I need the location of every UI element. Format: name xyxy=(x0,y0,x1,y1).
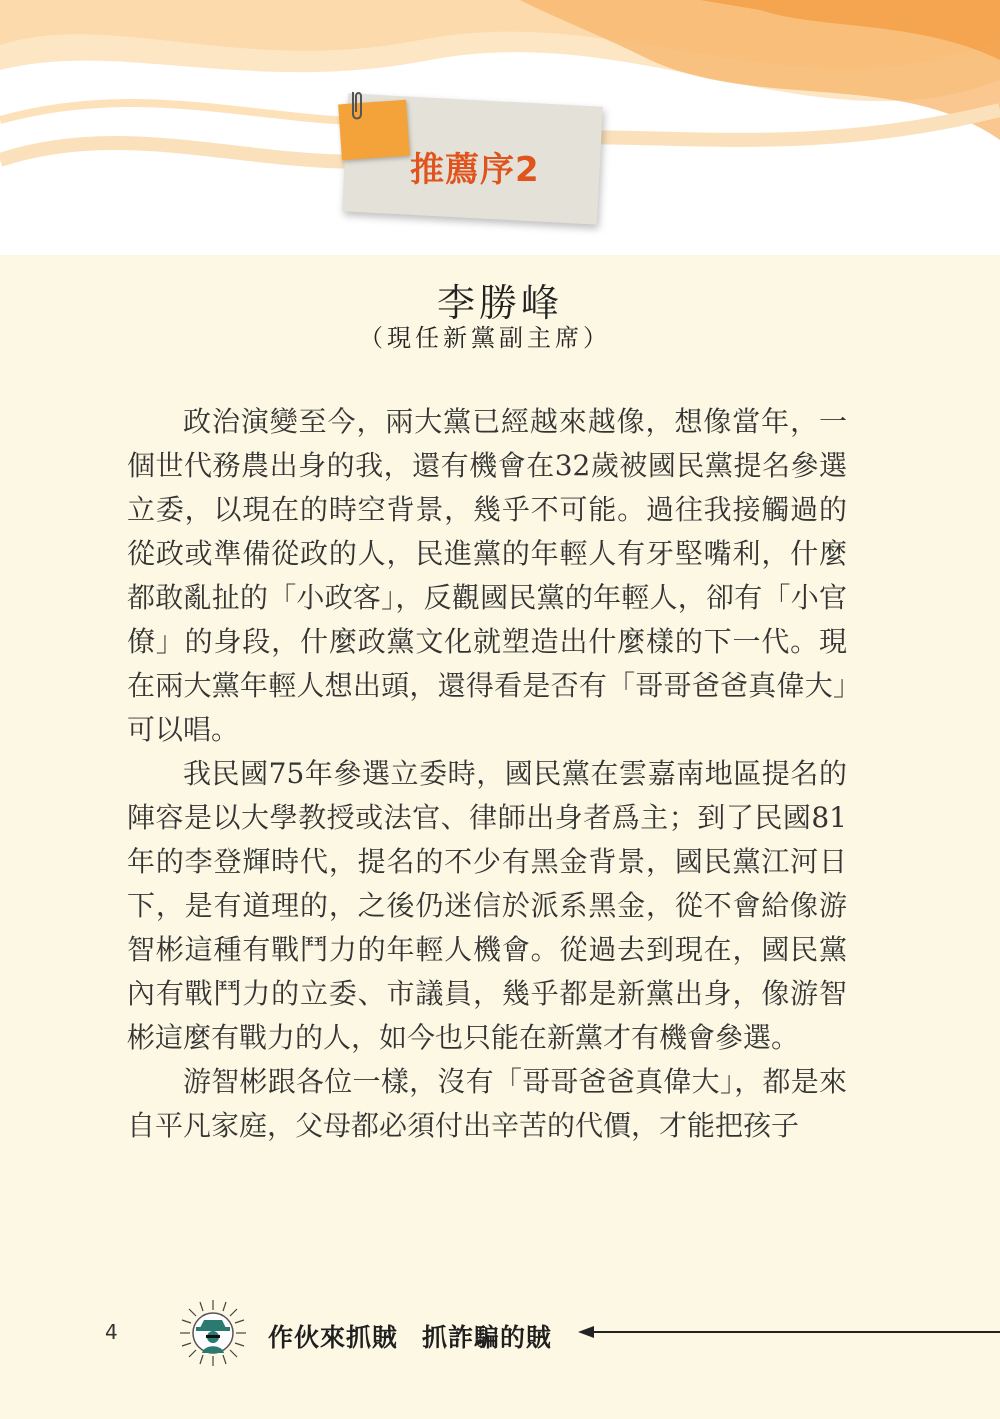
paragraph-2: 我民國75年參選立委時，國民黨在雲嘉南地區提名的陣容是以大學教授或法官、律師出身者爲主；到了民國81年的李登輝時代，提名的不少有黑金背景，國民黨江河日下，是有道理的，之後仍迷信於派系黑金，從不會給像游智彬這種有戰鬥力的年輕人機會。從過去到現在，國民黨內有戰鬥力的立委、市議員，幾乎都是新黨出身，像游智彬這麼有戰力的人，如今也只能在新黨才有機會參選。 xyxy=(127,757,847,1054)
author-name: 李勝峰 xyxy=(436,281,563,325)
detective-badge-icon xyxy=(178,1298,248,1368)
body-text xyxy=(127,400,847,1148)
book-subtitle: 抓詐騙的賊 xyxy=(422,1323,553,1352)
left-arrow-icon xyxy=(578,1322,1000,1342)
author-role: （現任新黨副主席） xyxy=(359,324,611,352)
paragraph-3: 游智彬跟各位一樣，沒有「哥哥爸爸真偉大」，都是來自平凡家庭，父母都必須付出辛苦的代價，才能把孩子 xyxy=(127,1065,847,1142)
paperclip-icon xyxy=(348,88,366,124)
paragraph-1: 政治演變至今，兩大黨已經越來越像，想像當年，一個世代務農出身的我，還有機會在32歲被國民黨提名參選立委，以現在的時空背景，幾乎不可能。過往我接觸過的從政或準備從政的人，民進黨的年輕人有牙堅嘴利，什麼都敢亂扯的「小政客」，反觀國民黨的年輕人，卻有「小官僚」的身段，什麼政黨文化就塑造出什麼樣的下一代。現在兩大黨年輕人想出頭，還得看是否有「哥哥爸爸真偉大」可以唱。 xyxy=(127,405,847,746)
book-title: 作伙來抓賊 xyxy=(268,1323,399,1352)
page-number: 4 xyxy=(105,1320,118,1344)
section-title: 推薦序2 xyxy=(410,150,540,190)
